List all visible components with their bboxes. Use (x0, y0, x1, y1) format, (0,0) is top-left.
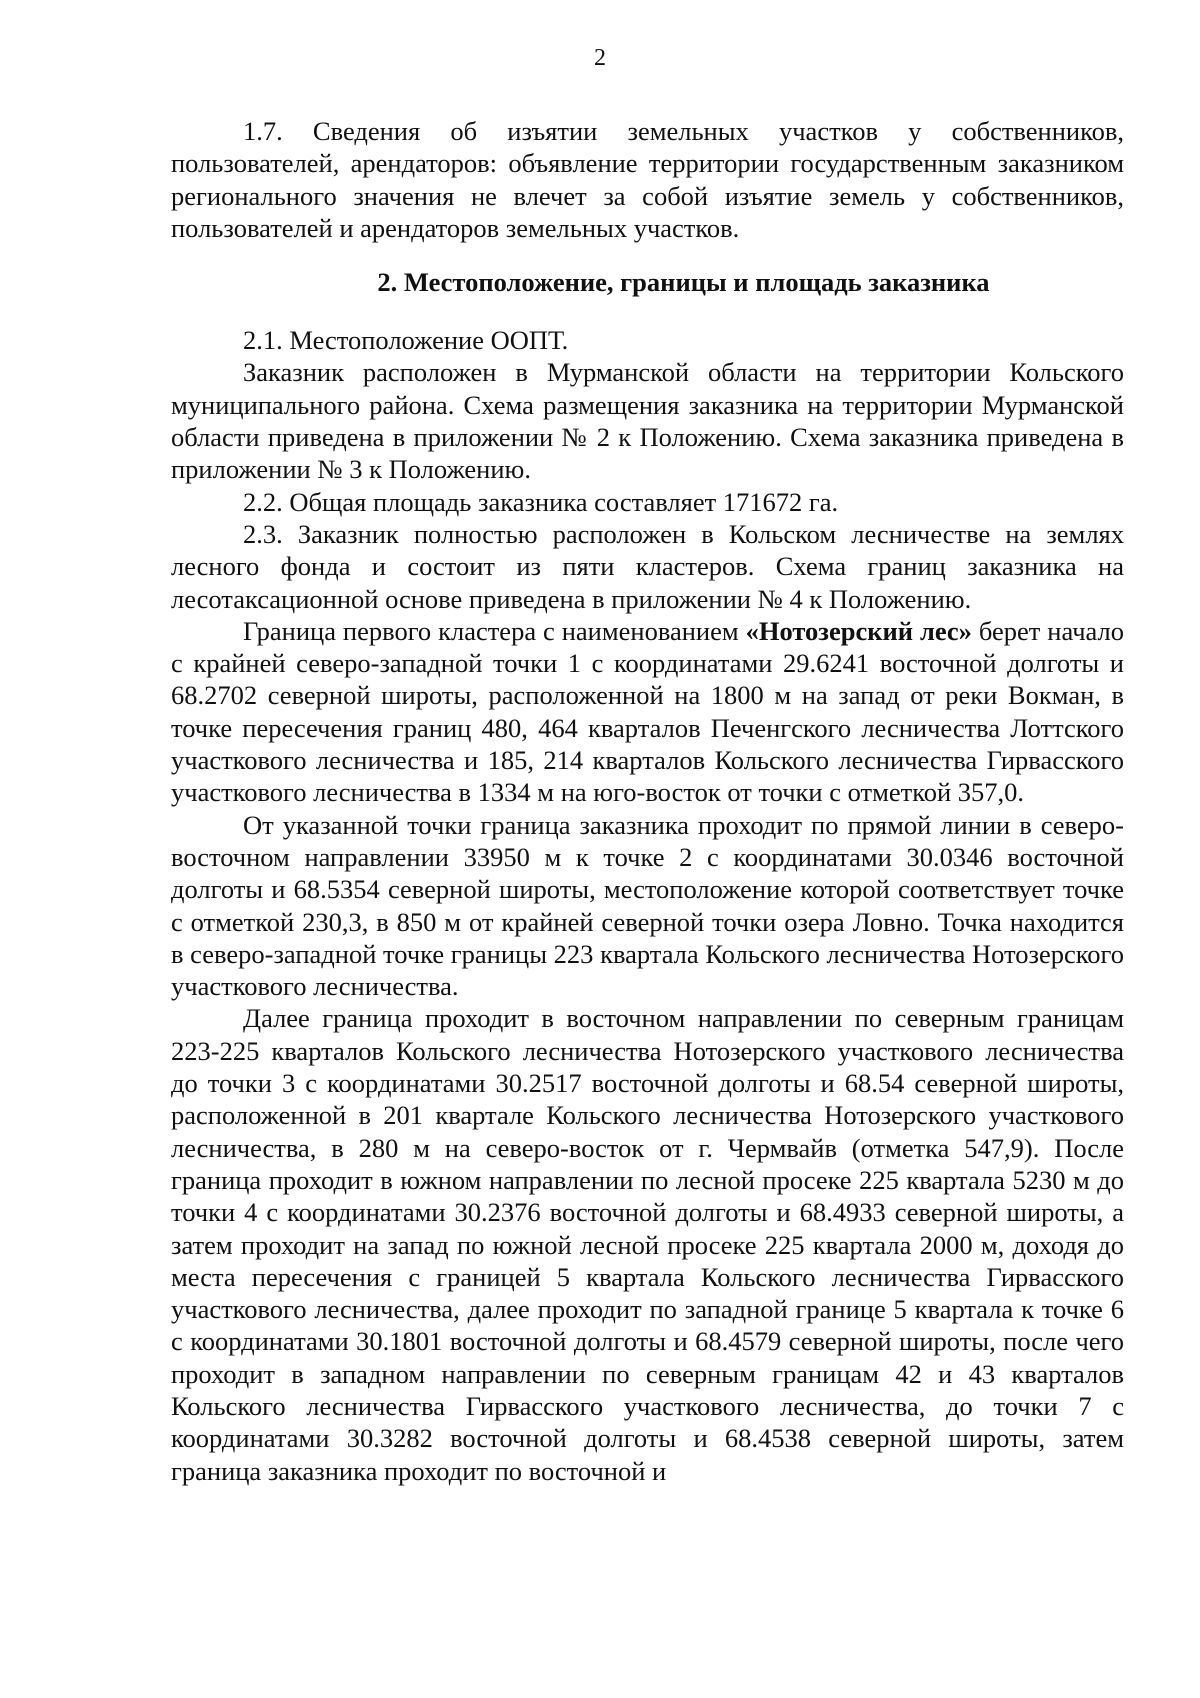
paragraph-cluster-1 (171, 615, 1124, 809)
cluster-1-name: «Нотозерский лес» (745, 615, 972, 646)
cluster-1-description: берет начало с крайней северо-западной точки 1 с координатами 29.6241 восточной долготы и 68.2702 северной широты, расположенной на 1800 м на запад от реки Вокман, в точке пересечения границ 480, 464 кварталов Печенгского лесничества Лоттского участкового лесничества и 185, 214 кварталов Кольского лесничества Гирвасского участкового лесничества в 1334 м на юго-восток от точки с отметкой 357,0. (171, 615, 1124, 808)
paragraph-location: Заказник расположен в Мурманской области на территории Кольского муниципального района. Схема размещения заказника на территории Мурманской области приведена в приложении № 2 к Положению. Схема заказника приведена в приложении № 3 к Положению. (171, 357, 1124, 485)
document-body (171, 115, 1124, 1487)
paragraph-2-1: 2.1. Местоположение ООПТ. (243, 325, 569, 356)
paragraph-point-2: От указанной точки граница заказника проходит по прямой линии в северо-восточном направлении 33950 м к точке 2 с координатами 30.0346 восточной долготы и 68.5354 северной широты, местоположение которой соответствует точке с отметкой 230,3, в 850 м от крайней северной точки озера Ловно. Точка находится в северо-западной точке границы 223 квартала Кольского лесничества Нотозерского участкового лесничества. (171, 809, 1124, 1002)
paragraph-2-3: 2.3. Заказник полностью расположен в Кольском лесничестве на землях лесного фонда и состоит из пяти кластеров. Схема границ заказника на лесотаксационной основе приведена в приложении № 4 к Положению. (171, 518, 1124, 614)
paragraph-2-2: 2.2. Общая площадь заказника составляет 171672 га. (243, 486, 839, 517)
page-number: 2 (594, 45, 606, 71)
paragraph-point-3: Далее граница проходит в восточном направлении по северным границам 223-225 кварталов Кольского лесничества Нотозерского участкового лесничества до точки 3 с координатами 30.2517 восточной долготы и 68.54 северной широты, расположенной в 201 квартале Кольского лесничества Нотозерского участкового лесничества, в 280 м на северо-восток от г. Чермвайв (отметка 547,9). После граница проходит в южном направлении по лесной просеке 225 квартала 5230 м до точки 4 с координатами 30.2376 восточной долготы и 68.4933 северной широты, а затем проходит на запад по южной лесной просеке 225 квартала 2000 м, доходя до места пересечения с границей 5 квартала Кольского лесничества Гирвасского участкового лесничества, далее проходит по западной границе 5 квартала к точке 6 с координатами 30.1801 восточной долготы и 68.4579 северной широты, после чего проходит в западном направлении по северным границам 42 и 43 кварталов Кольского лесничества Гирвасского участкового лесничества, до точки 7 с координатами 30.3282 восточной долготы и 68.4538 северной широты, затем граница заказника проходит по восточной и (171, 1003, 1124, 1486)
paragraph-1-7: 1.7. Сведения об изъятии земельных участков у собственников, пользователей, арендаторов: объявление территории государственным заказником регионального значения не влечет за собой изъятие земель у собственников, пользователей и арендаторов земельных участков. (171, 116, 1124, 243)
section-2-heading: 2. Местоположение, границы и площадь заказника (377, 267, 990, 298)
cluster-1-intro: Граница первого кластера с наименованием (243, 615, 746, 646)
